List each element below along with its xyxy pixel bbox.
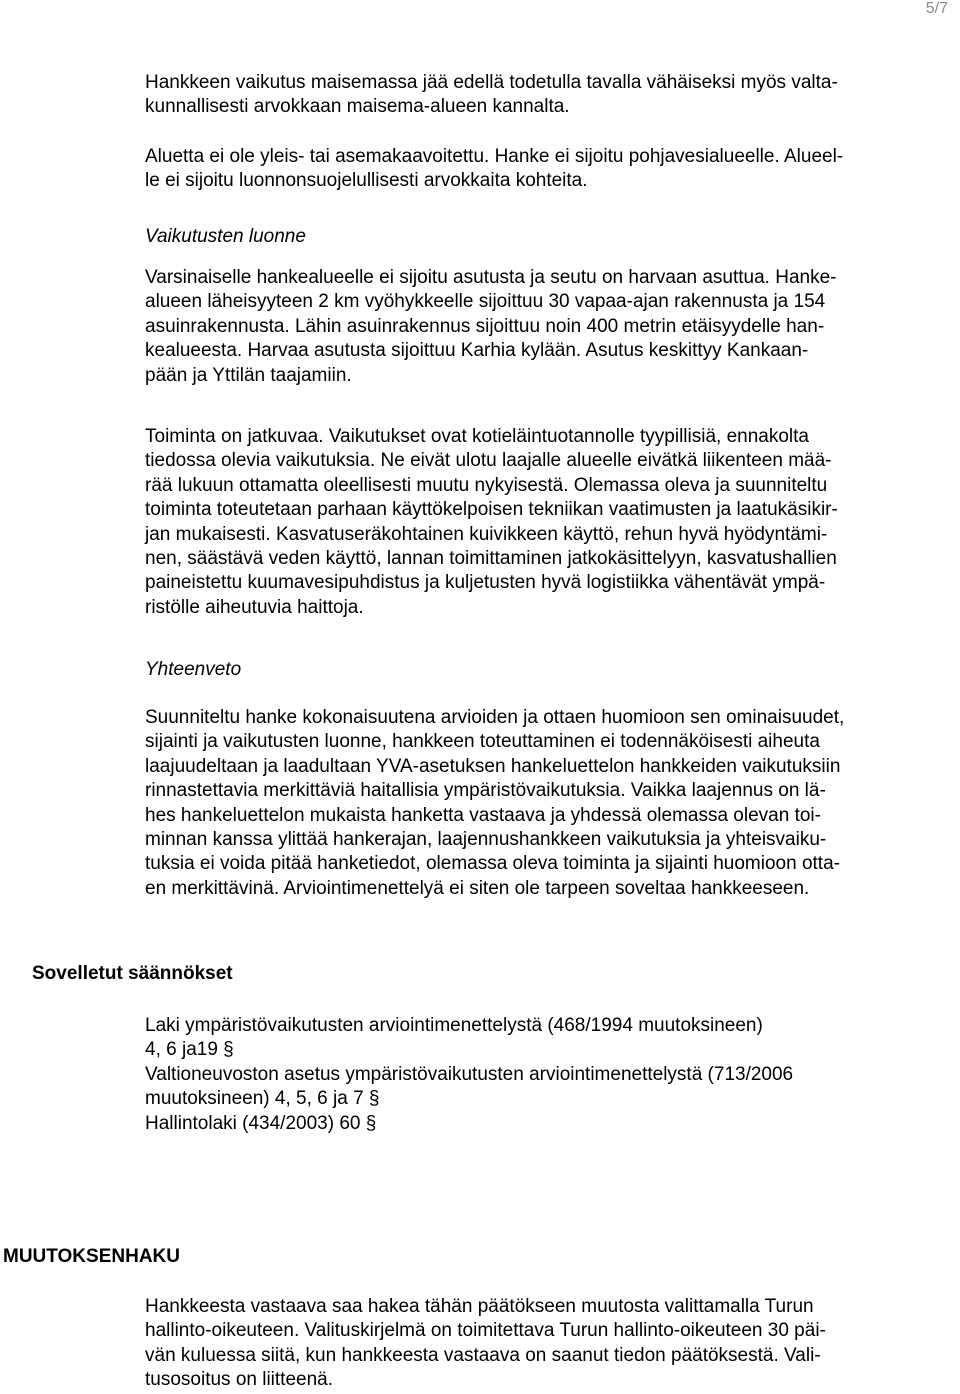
paragraph-landscape: [145, 71, 838, 120]
text-line: vän kuluessa siitä, kun hankkeesta vastaava on saanut tiedon päätöksestä. Vali-: [145, 1344, 821, 1366]
section-heading-applied-rules: Sovelletut säännökset: [32, 963, 233, 984]
text-line: nen, säästävä veden käyttö, lannan toimittaminen jatkokäsittelyyn, kasvatushallien: [145, 548, 837, 570]
rule-line: Valtioneuvoston asetus ympäristövaikutusten arviointimenettelystä (713/2006: [145, 1063, 794, 1085]
rule-line: muutoksineen) 4, 5, 6 ja 7 §: [145, 1088, 380, 1110]
paragraph-settlement: [145, 266, 836, 388]
text-line: tuksia ei voida pitää hanketiedot, olemassa oleva toiminta ja sijainti huomioon otta-: [145, 853, 840, 875]
text-line: hallinto-oikeuteen. Valituskirjelmä on toimitettava Turun hallinto-oikeuteen 30 päi-: [145, 1320, 826, 1342]
text-line: asuinrakennusta. Lähin asuinrakennus sijoittuu noin 400 metrin etäisyydelle han-: [145, 315, 825, 337]
text-line: paineistettu kuumavesipuhdistus ja kuljetusten hyvä logistiikka vähentävät ympä-: [145, 572, 826, 594]
text-line: kealueesta. Harvaa asutusta sijoittuu Karhia kylään. Asutus keskittyy Kankaan-: [145, 340, 809, 362]
page-number: 5/7: [925, 0, 948, 17]
text-line: ristölle aiheutuvia haittoja.: [145, 596, 364, 618]
text-line: alueen läheisyyteen 2 km vyöhykkeelle sijoittuu 30 vapaa-ajan rakennusta ja 154: [145, 291, 826, 313]
text-line: Suunniteltu hanke kokonaisuutena arvioiden ja ottaen huomioon sen ominaisuudet,: [145, 707, 845, 728]
text-line: Hankkeen vaikutus maisemassa jää edellä todetulla tavalla vähäiseksi myös valta-: [145, 72, 838, 93]
section-heading-appeal: MUUTOKSENHAKU: [3, 1246, 180, 1267]
text-line: le ei sijoitu luonnonsuojelullisesti arvokkaita kohteita.: [145, 170, 588, 192]
text-line: Varsinaiselle hankealueelle ei sijoitu asutusta ja seutu on harvaan asuttua. Hanke-: [145, 267, 837, 288]
text-line: Hankkeesta vastaava saa hakea tähän päätökseen muutosta valittamalla Turun: [145, 1296, 814, 1317]
paragraph-summary: [145, 706, 844, 901]
text-line: hes hankeluettelon mukaista hanketta vastaava ja yhdessä olemassa olevan toi-: [145, 804, 821, 826]
text-line: jan mukaisesti. Kasvatuseräkohtainen kuivikkeen käyttö, rehun hyvä hyödyntämi-: [145, 523, 828, 545]
applied-rules-list: [145, 1014, 793, 1136]
paragraph-zoning: [145, 145, 843, 194]
subheading-impact-nature: Vaikutusten luonne: [145, 226, 306, 247]
text-line: sijainti ja vaikutusten luonne, hankkeen toteuttaminen ei todennäköisesti aiheuta: [145, 731, 820, 753]
rule-line: Laki ympäristövaikutusten arviointimenettelystä (468/1994 muutoksineen): [145, 1015, 763, 1036]
text-line: kunnallisesti arvokkaan maisema-alueen kannalta.: [145, 96, 570, 118]
text-line: Aluetta ei ole yleis- tai asemakaavoitettu. Hanke ei sijoitu pohjavesialueelle. Alueel-: [145, 146, 844, 167]
text-line: Toiminta on jatkuvaa. Vaikutukset ovat kotieläintuotannolle tyypillisiä, ennakolta: [145, 426, 809, 447]
text-line: tusosoitus on liitteenä.: [145, 1369, 334, 1391]
text-line: rinnastettavia merkittäviä haitallisia ympäristövaikutuksia. Vaikka laajennus on lä-: [145, 780, 826, 802]
paragraph-appeal: [145, 1295, 826, 1393]
text-line: toiminta toteutetaan parhaan käyttökelpoisen tekniikan vaatimusten ja laatukäsikir-: [145, 499, 838, 521]
subheading-summary: Yhteenveto: [145, 659, 242, 680]
text-line: minnan kanssa ylittää hankerajan, laajennushankkeen vaikutuksia ja yhteisvaiku-: [145, 829, 827, 851]
text-line: en merkittävinä. Arviointimenettelyä ei siten ole tarpeen soveltaa hankkeeseen.: [145, 877, 810, 899]
text-line: pään ja Yttilän taajamiin.: [145, 364, 352, 386]
text-line: laajuudeltaan ja laadultaan YVA-asetuksen hankeluettelon hankkeiden vaikutuksiin: [145, 755, 841, 777]
text-line: tiedossa olevia vaikutuksia. Ne eivät ulotu laajalle alueelle eivätkä liikenteen mää-: [145, 450, 832, 472]
text-line: rää lukuun ottamatta oleellisesti muutu nykyisestä. Olemassa oleva ja suunniteltu: [145, 474, 828, 496]
rule-line: Hallintolaki (434/2003) 60 §: [145, 1112, 377, 1134]
rule-line: 4, 6 ja19 §: [145, 1039, 234, 1061]
paragraph-operation: [145, 425, 838, 620]
